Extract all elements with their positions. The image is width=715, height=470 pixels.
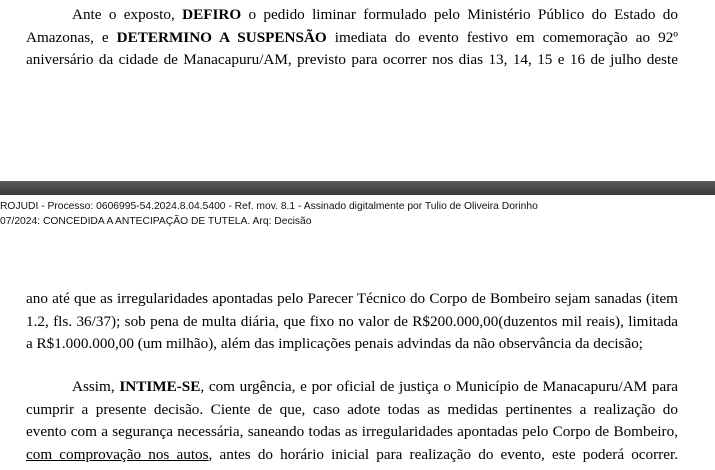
text-span: Assim, — [72, 378, 120, 395]
paragraph-line — [26, 444, 678, 467]
text-span: imediata do evento festivo em comemoração ao 92º — [326, 28, 678, 46]
paragraph-line: aniversário da cidade de Manacapuru/AM, previsto para ocorrer nos dias 13, 14, 15 e 16 de julho deste — [26, 51, 678, 68]
text-span: , antes do horário inicial para realização do evento, este poderá ocorrer. — [208, 445, 679, 463]
paragraph-line: ano até que as irregularidades apontadas pelo Parecer Técnico do Corpo de Bombeiro sejam sanadas (item — [26, 290, 678, 307]
paragraph-line: a R$1.000.000,00 (um milhão), além das implicações penais advindas da não observância da decisão; — [26, 335, 644, 352]
text-span: o pedido liminar formulado pelo Ministério Público do Estado do — [241, 6, 678, 23]
paragraph-line — [26, 4, 678, 27]
paragraph-line — [26, 376, 678, 399]
digital-signature-stamp — [0, 199, 715, 229]
page-break-divider — [0, 181, 715, 195]
bold-intime-se: INTIME-SE — [119, 378, 201, 395]
text-span: Ante o exposto, — [72, 6, 183, 23]
decision-paragraph-defiro — [26, 4, 678, 72]
underlined-proof-text: com comprovação nos autos — [26, 445, 209, 463]
stamp-line-process: ROJUDI - Processo: 0606995-54.2024.8.04.5400 - Ref. mov. 8.1 - Assinado digitalmente por Tulio de Oliveira Dorinho — [0, 201, 538, 212]
decision-paragraph-intime-se — [26, 376, 678, 466]
text-span: Amazonas, e — [26, 28, 117, 46]
paragraph-line: evento com a segurança necessária, saneando todas as irregularidades apontadas pelo Corpo de Bombeiro, — [26, 423, 678, 440]
paragraph-line: cumprir a presente decisão. Ciente de que, caso adote todas as medidas pertinentes a realização do — [26, 400, 678, 418]
paragraph-line: 1.2, fls. 36/37); sob pena de multa diária, que fixo no valor de R$200.000,00(duzentos mil reais), limitada — [26, 312, 678, 330]
bold-defiro: DEFIRO — [182, 6, 242, 23]
bold-determino: DETERMINO A SUSPENSÃO — [116, 28, 327, 46]
paragraph-line — [26, 27, 678, 50]
decision-paragraph-continuation — [26, 288, 678, 356]
text-span: , com urgência, e por oficial de justiça o Município de Manacapuru/AM para — [200, 378, 678, 395]
stamp-line-event: 07/2024: CONCEDIDA A ANTECIPAÇÃO DE TUTELA. Arq: Decisão — [0, 216, 312, 227]
